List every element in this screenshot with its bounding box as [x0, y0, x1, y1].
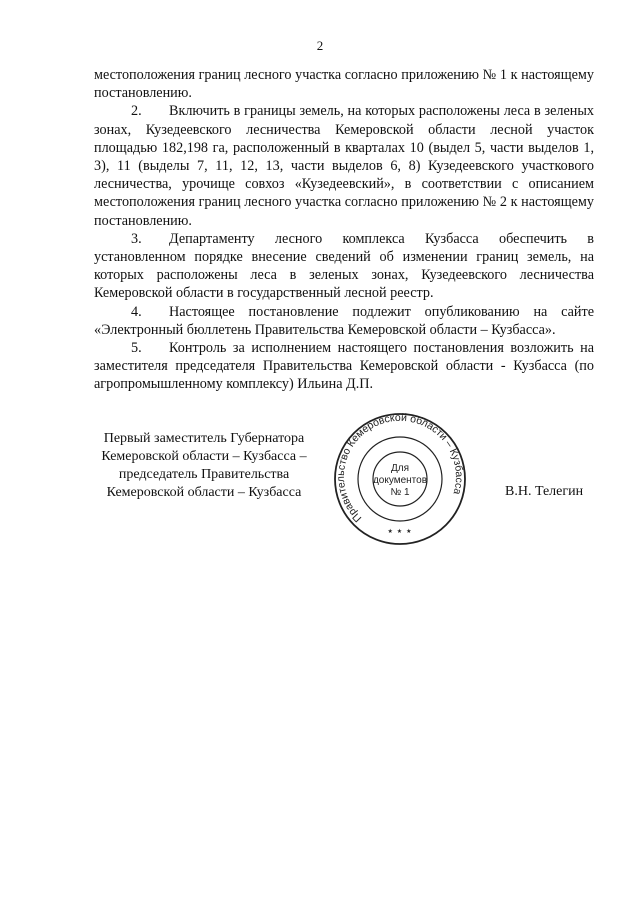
position-line: Кемеровской области – Кузбасса: [106, 485, 302, 500]
position-line: Первый заместитель Губернатора: [103, 431, 305, 446]
position-line: председатель Правительства: [118, 467, 290, 482]
seal-center-line: документов: [372, 475, 428, 486]
seal-center-line: Для: [390, 463, 410, 474]
seal-ring-text: Правительство Кемеровской области – Кузбасса: [334, 412, 466, 525]
list-item-4: [94, 303, 594, 339]
item-number: 5.: [131, 340, 142, 357]
signatory-position: [86, 430, 322, 502]
seal-stars: ★ ★ ★: [387, 528, 413, 535]
continuation-paragraph: местоположения границ лесного участка согласно приложению № 1 к настоящему постановлению.: [94, 67, 594, 102]
list-item-2: [94, 102, 594, 229]
item-text: Настоящее постановление подлежит опубликованию на сайте «Электронный бюллетень Правительства Кемеровской области – Кузбасса».: [94, 303, 594, 338]
seal-center-line: № 1: [390, 487, 410, 498]
item-number: 4.: [131, 303, 142, 320]
list-item-5: [94, 339, 594, 394]
list-item-3: [94, 230, 594, 303]
page-number: 2: [316, 38, 324, 53]
item-text: Департаменту лесного комплекса Кузбасса обеспечить в установленном порядке внесение сведений об изменении границ земель, на которых расположены леса в зеленых зонах, Кузедеевского лесничества Кемеровской области в государственный лесной реестр.: [94, 230, 594, 302]
item-number: 3.: [131, 230, 142, 247]
item-text: Включить в границы земель, на которых расположены леса в зеленых зонах, Кузедеевского лесничества Кемеровской области лесной участок площадью 182,198 га, расположенный в кварталах 10 (выдел 5, части выделов 1, 3), 11 (выделы 7, 11, 12, 13, части выделов 6, 8) Кузедеевского участкового лесничества, урочище совхоз «Кузедеевский», в соответствии с описанием местоположения границ лесного участка согласно приложению № 2 к настоящему постановлению.: [94, 103, 594, 229]
seal-graphic: [333, 412, 467, 546]
document-body: [94, 66, 594, 394]
item-text: Контроль за исполнением настоящего постановления возложить на заместителя председателя Правительства Кемеровской области - Кузбасса (по агропромышленному комплексу) Ильина Д.П.: [94, 340, 594, 393]
position-line: Кемеровской области – Кузбасса –: [101, 449, 307, 464]
signatory-name: В.Н. Телегин: [505, 484, 584, 499]
item-number: 2.: [131, 103, 142, 120]
official-seal: [333, 412, 467, 546]
